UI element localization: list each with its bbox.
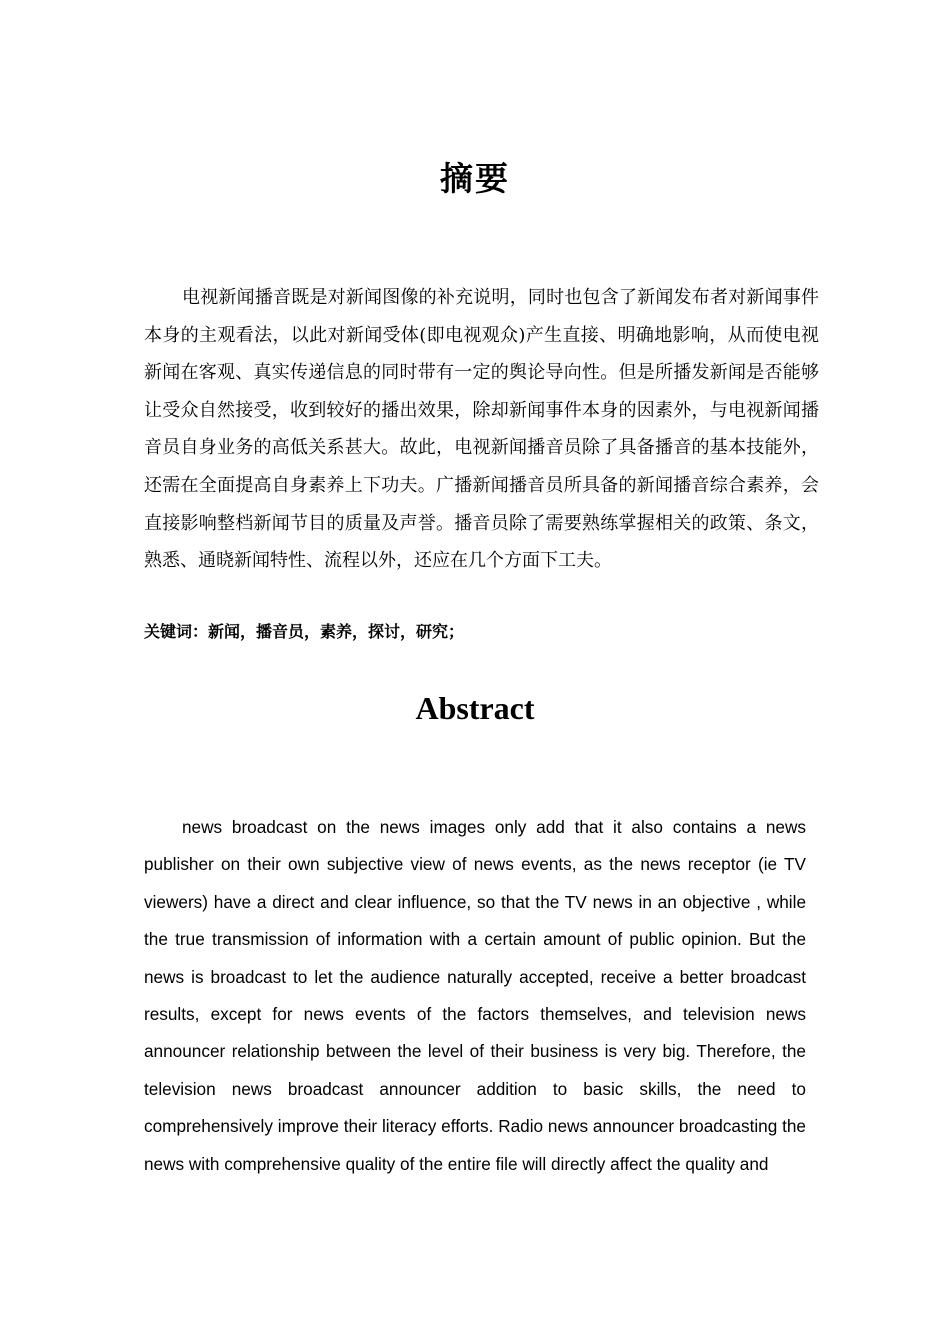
chinese-abstract-paragraph: 电视新闻播音既是对新闻图像的补充说明，同时也包含了新闻发布者对新闻事件本身的主观看法，以此对新闻受体(即电视观众)产生直接、明确地影响，从而使电视新闻在客观、真实传递信息的同时带有一定的舆论导向性。但是所播发新闻是否能够让受众自然接受，收到较好的播出效果，除却新闻事件本身的因素外，与电视新闻播音员自身业务的高低关系甚大。故此，电视新闻播音员除了具备播音的基本技能外，还需在全面提高自身素养上下功夫。广播新闻播音员所具备的新闻播音综合素养，会直接影响整档新闻节目的质量及声誉。播音员除了需要熟练掌握相关的政策、条文，熟悉、通晓新闻特性、流程以外，还应在几个方面下工夫。 [144, 287, 819, 572]
keywords-label: 关键词： [144, 622, 209, 641]
english-abstract-paragraph: news broadcast on the news images only add that it also contains a news publisher on their own subjective view of news events, as the news receptor (ie TV viewers) have a direct and clear influence, so that the TV news in an objective , while the true transmission of information with a certain amount of public opinion. But the news is broadcast to let the audience naturally accepted, receive a better broadcast results, except for news events of the factors themselves, and television news announcer relationship between the level of their business is very big. Therefore, the television news broadcast announcer addition to basic skills, the need to comprehensively improve their literacy efforts. Radio news announcer broadcasting the news with comprehensive quality of the entire file will directly affect the quality and [144, 817, 806, 1174]
english-title: Abstract [415, 690, 535, 726]
keywords-line [144, 618, 819, 646]
chinese-title: 摘要 [440, 159, 510, 198]
keywords-value: 新闻，播音员，素养，探讨，研究； [208, 622, 465, 641]
